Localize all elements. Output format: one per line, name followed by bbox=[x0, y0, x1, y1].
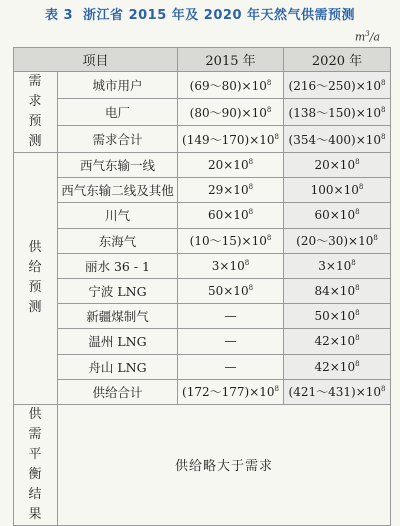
row-2015: $20\times 10^8$ bbox=[178, 153, 284, 178]
table-row bbox=[14, 253, 391, 278]
group-supply bbox=[14, 153, 58, 405]
row-2015: $29\times 10^8$ bbox=[178, 178, 284, 203]
row-item: 电厂 bbox=[58, 99, 178, 126]
row-item: 西气东输一线 bbox=[58, 153, 178, 178]
table-row bbox=[14, 126, 391, 153]
row-2020: $(216\sim 250)\times 10^8$ bbox=[284, 72, 391, 99]
header-row bbox=[14, 48, 391, 72]
unit-suffix: /a bbox=[369, 30, 380, 44]
unit-base: m bbox=[354, 30, 366, 44]
row-item: 西气东输二线及其他 bbox=[58, 178, 178, 203]
row-2015: $(69\sim 80)\times 10^8$ bbox=[178, 72, 284, 99]
row-item: 舟山 LNG bbox=[58, 354, 178, 379]
row-2015: $60\times 10^8$ bbox=[178, 203, 284, 228]
row-2020: $100\times 10^8$ bbox=[284, 178, 391, 203]
row-2020: $60\times 10^8$ bbox=[284, 203, 391, 228]
row-2015: $3\times 10^8$ bbox=[178, 253, 284, 278]
row-item: 供给合计 bbox=[58, 379, 178, 404]
table-title bbox=[0, 4, 400, 23]
table-number: 表 3 bbox=[44, 8, 74, 23]
row-2020: $50\times 10^8$ bbox=[284, 304, 391, 329]
balance-row bbox=[14, 404, 391, 525]
table-row bbox=[14, 304, 391, 329]
table-row bbox=[14, 203, 391, 228]
row-item: 需求合计 bbox=[58, 126, 178, 153]
table-row bbox=[14, 153, 391, 178]
row-item: 丽水 36 - 1 bbox=[58, 253, 178, 278]
row-2020: $42\times 10^8$ bbox=[284, 354, 391, 379]
row-2020: $20\times 10^8$ bbox=[284, 153, 391, 178]
row-2020: $84\times 10^8$ bbox=[284, 278, 391, 303]
group-supply-label: 供给预测 bbox=[28, 240, 43, 316]
table-row bbox=[14, 278, 391, 303]
table-row bbox=[14, 72, 391, 99]
row-2015: $(10\sim 15)\times 10^8$ bbox=[178, 228, 284, 253]
header-2020: 2020 年 bbox=[284, 48, 391, 72]
table-caption: 浙江省 2015 年及 2020 年天然气供需预测 bbox=[83, 8, 356, 23]
row-2020: $(138\sim 150)\times 10^8$ bbox=[284, 99, 391, 126]
header-2015: 2015 年 bbox=[178, 48, 284, 72]
row-item: 温州 LNG bbox=[58, 329, 178, 354]
table-body bbox=[14, 72, 391, 526]
row-2020: $(354\sim 400)\times 10^8$ bbox=[284, 126, 391, 153]
row-2015: — bbox=[178, 354, 284, 379]
group-demand bbox=[14, 72, 58, 153]
row-2015: $(172\sim 177)\times 10^8$ bbox=[178, 379, 284, 404]
row-2015: $(80\sim 90)\times 10^8$ bbox=[178, 99, 284, 126]
balance-result: 供给略大于需求 bbox=[58, 404, 391, 525]
row-2015: $(149\sim 170)\times 10^8$ bbox=[178, 126, 284, 153]
row-2015: — bbox=[178, 329, 284, 354]
row-item: 城市用户 bbox=[58, 72, 178, 99]
row-item: 新疆煤制气 bbox=[58, 304, 178, 329]
table-row bbox=[14, 354, 391, 379]
unit-exp: 3 bbox=[365, 30, 370, 38]
header-item: 项目 bbox=[14, 48, 178, 72]
row-item: 宁波 LNG bbox=[58, 278, 178, 303]
row-2015: $50\times 10^8$ bbox=[178, 278, 284, 303]
unit-label bbox=[355, 30, 380, 44]
row-2020: $42\times 10^8$ bbox=[284, 329, 391, 354]
table-row bbox=[14, 329, 391, 354]
table-row bbox=[14, 178, 391, 203]
group-balance bbox=[14, 404, 58, 525]
group-demand-label: 需求预测 bbox=[28, 74, 43, 149]
table-row bbox=[14, 228, 391, 253]
row-2015: — bbox=[178, 304, 284, 329]
row-2020: $(421\sim 431)\times 10^8$ bbox=[284, 379, 391, 404]
supply-demand-table bbox=[13, 47, 391, 526]
group-balance-label: 供需平衡结果 bbox=[28, 406, 43, 522]
row-2020: $(20\sim 30)\times 10^8$ bbox=[284, 228, 391, 253]
row-item: 东海气 bbox=[58, 228, 178, 253]
row-item: 川气 bbox=[58, 203, 178, 228]
table-row bbox=[14, 99, 391, 126]
row-2020: $3\times 10^8$ bbox=[284, 253, 391, 278]
table-row bbox=[14, 379, 391, 404]
